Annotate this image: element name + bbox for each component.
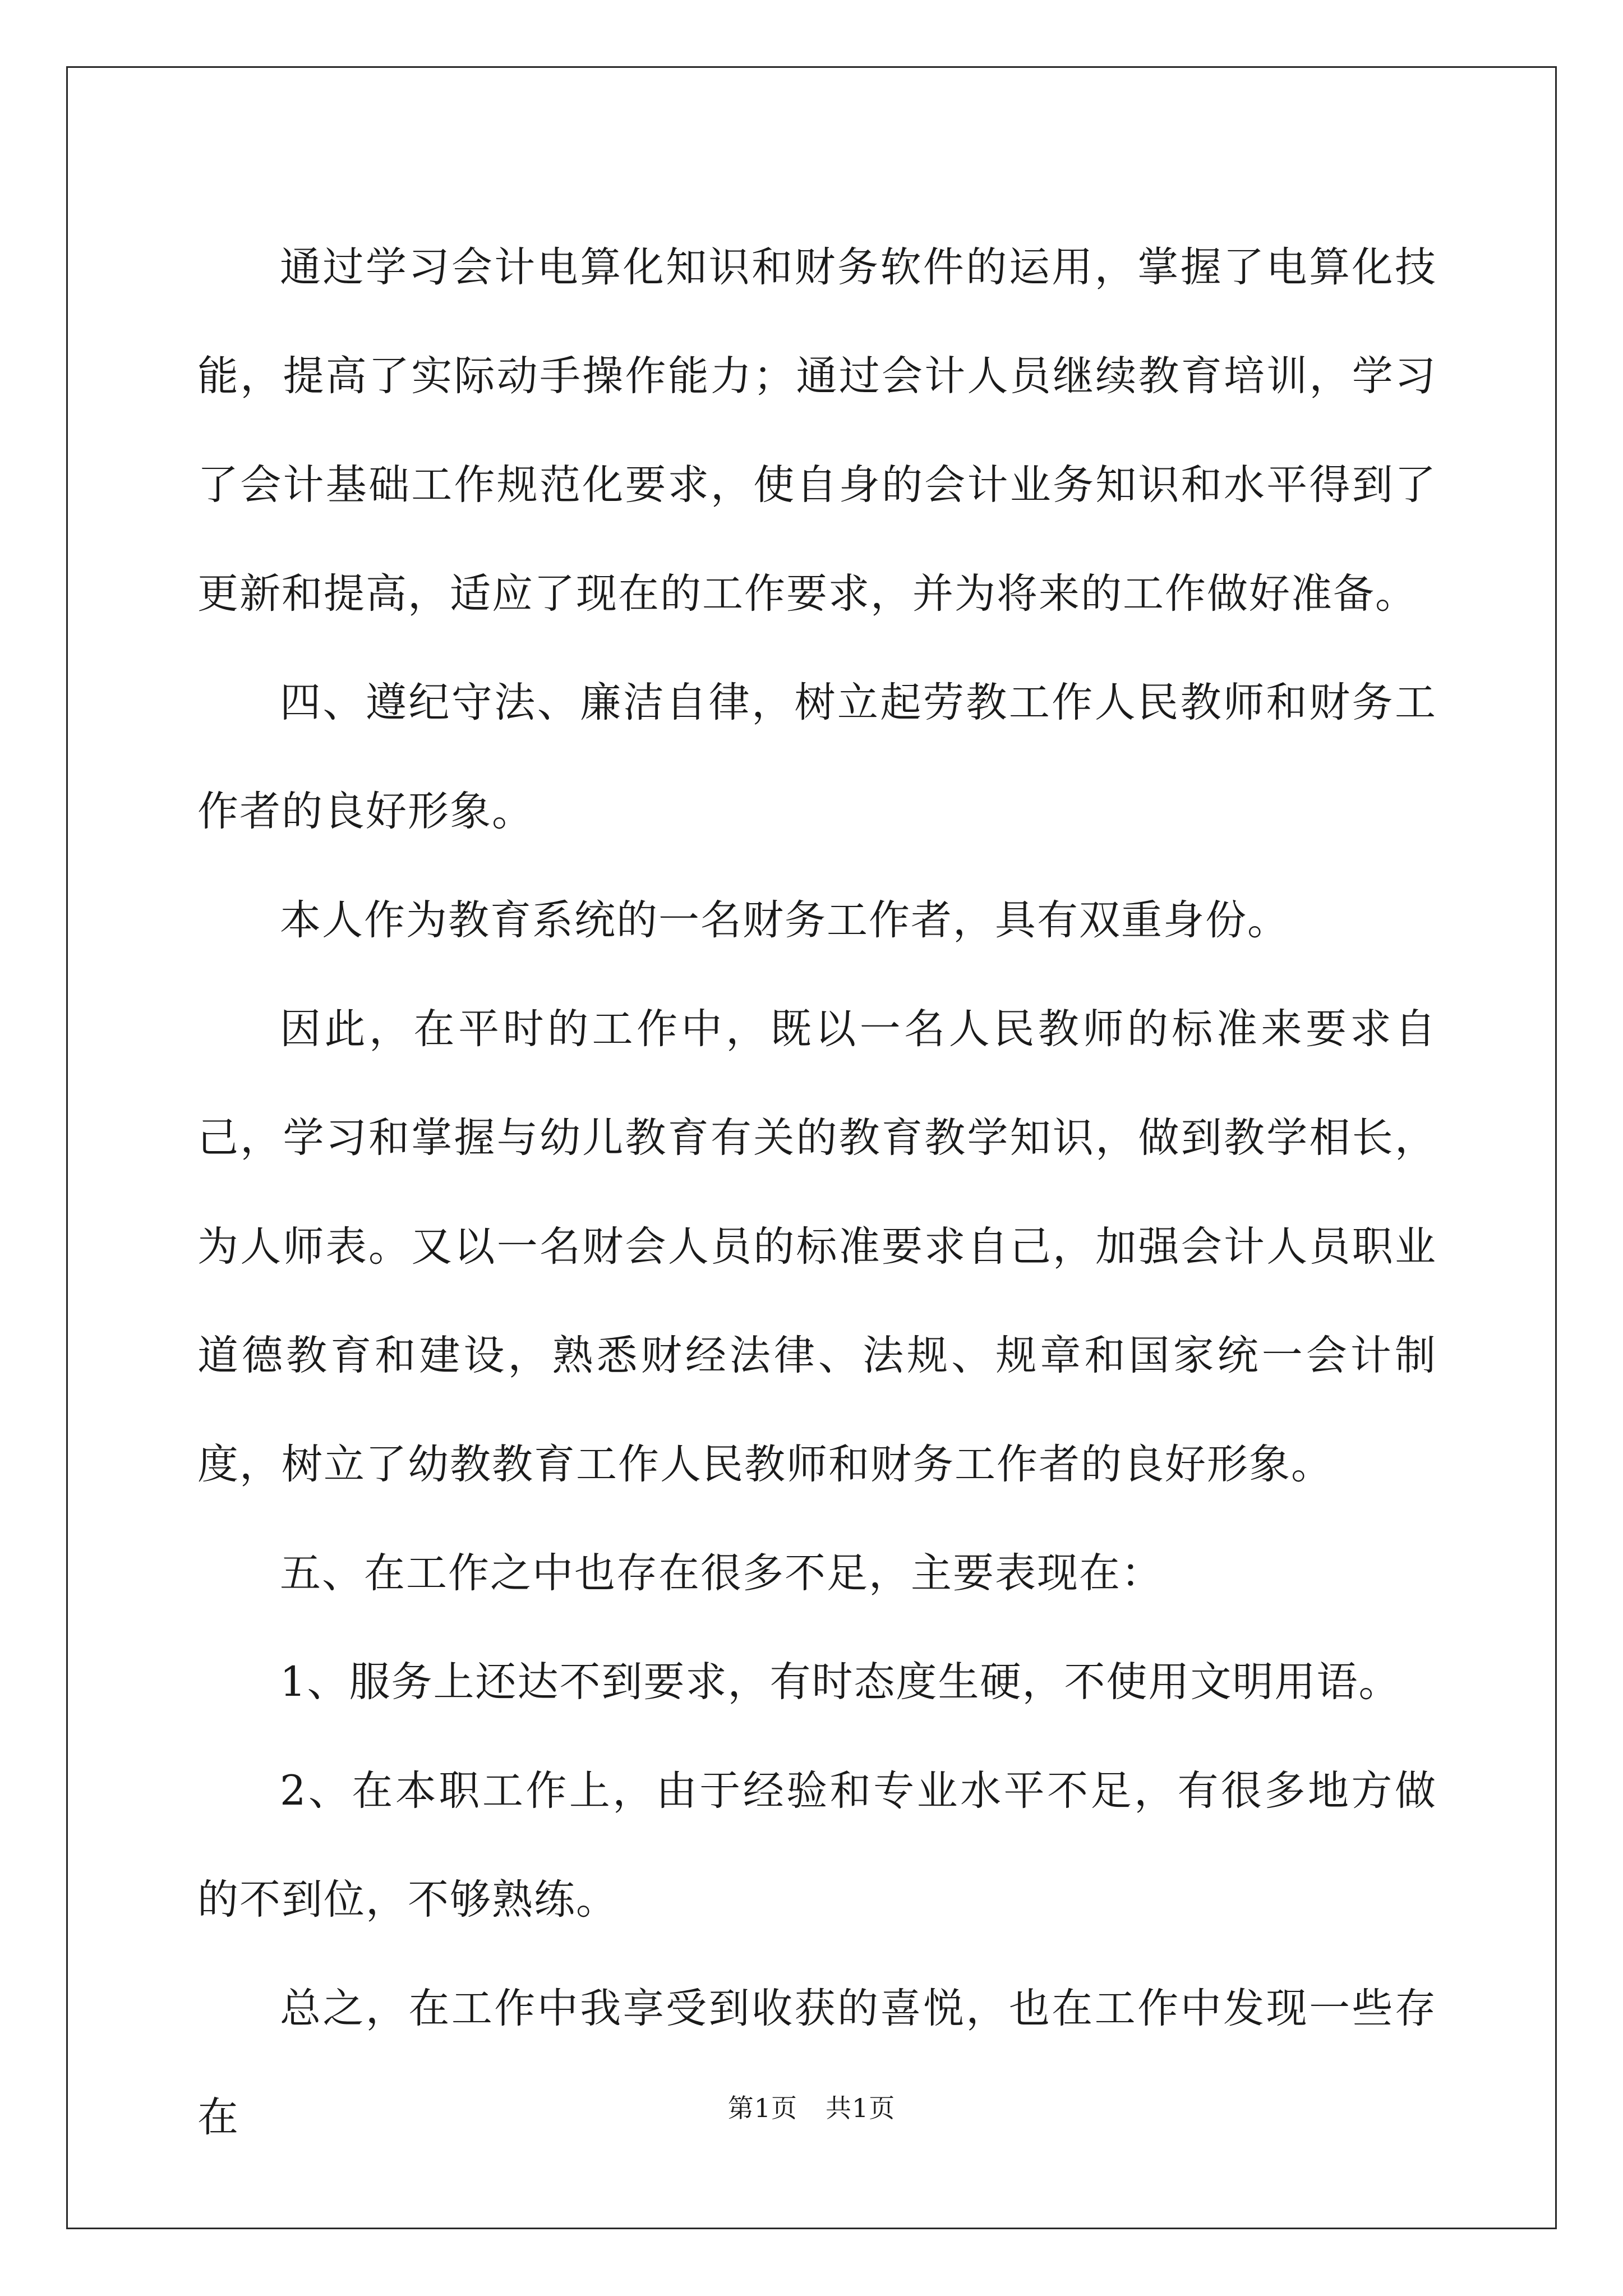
paragraph: 本人作为教育系统的一名财务工作者，具有双重身份。 xyxy=(280,896,1289,944)
paragraph: 总之，在工作中我享受到收获的喜悦，也在工作中发现一些存在 xyxy=(197,1985,1437,2141)
document-body xyxy=(197,213,1437,2172)
paragraph: 1、服务上还达不到要求，有时态度生硬，不使用文明用语。 xyxy=(280,1658,1401,1706)
paragraph: 因此，在平时的工作中，既以一名人民教师的标准来要求自己，学习和掌握与幼儿教育有关的教育教学知识，做到教学相长，为人师表。又以一名财会人员的标准要求自己，加强会计人员职业道德教育和建设，熟悉财经法律、法规、规章和国家统一会计制度，树立了幼教教育工作人民教师和财务工作者的良好形象。 xyxy=(197,1005,1437,1488)
page-number-current: 第1页 xyxy=(727,2093,797,2123)
paragraph: 五、在工作之中也存在很多不足，主要表现在： xyxy=(280,1549,1163,1597)
paragraph: 通过学习会计电算化知识和财务软件的运用，掌握了电算化技能，提高了实际动手操作能力；通过会计人员继续教育培训，学习了会计基础工作规范化要求，使自身的会计业务知识和水平得到了更新和提高，适应了现在的工作要求，并为将来的工作做好准备。 xyxy=(197,243,1437,618)
page-footer xyxy=(0,2091,1623,2125)
page-number-total: 共1页 xyxy=(826,2093,896,2123)
paragraph: 2、在本职工作上，由于经验和专业水平不足，有很多地方做的不到位，不够熟练。 xyxy=(197,1767,1437,1924)
paragraph: 四、遵纪守法、廉洁自律，树立起劳教工作人民教师和财务工作者的良好形象。 xyxy=(197,679,1437,835)
